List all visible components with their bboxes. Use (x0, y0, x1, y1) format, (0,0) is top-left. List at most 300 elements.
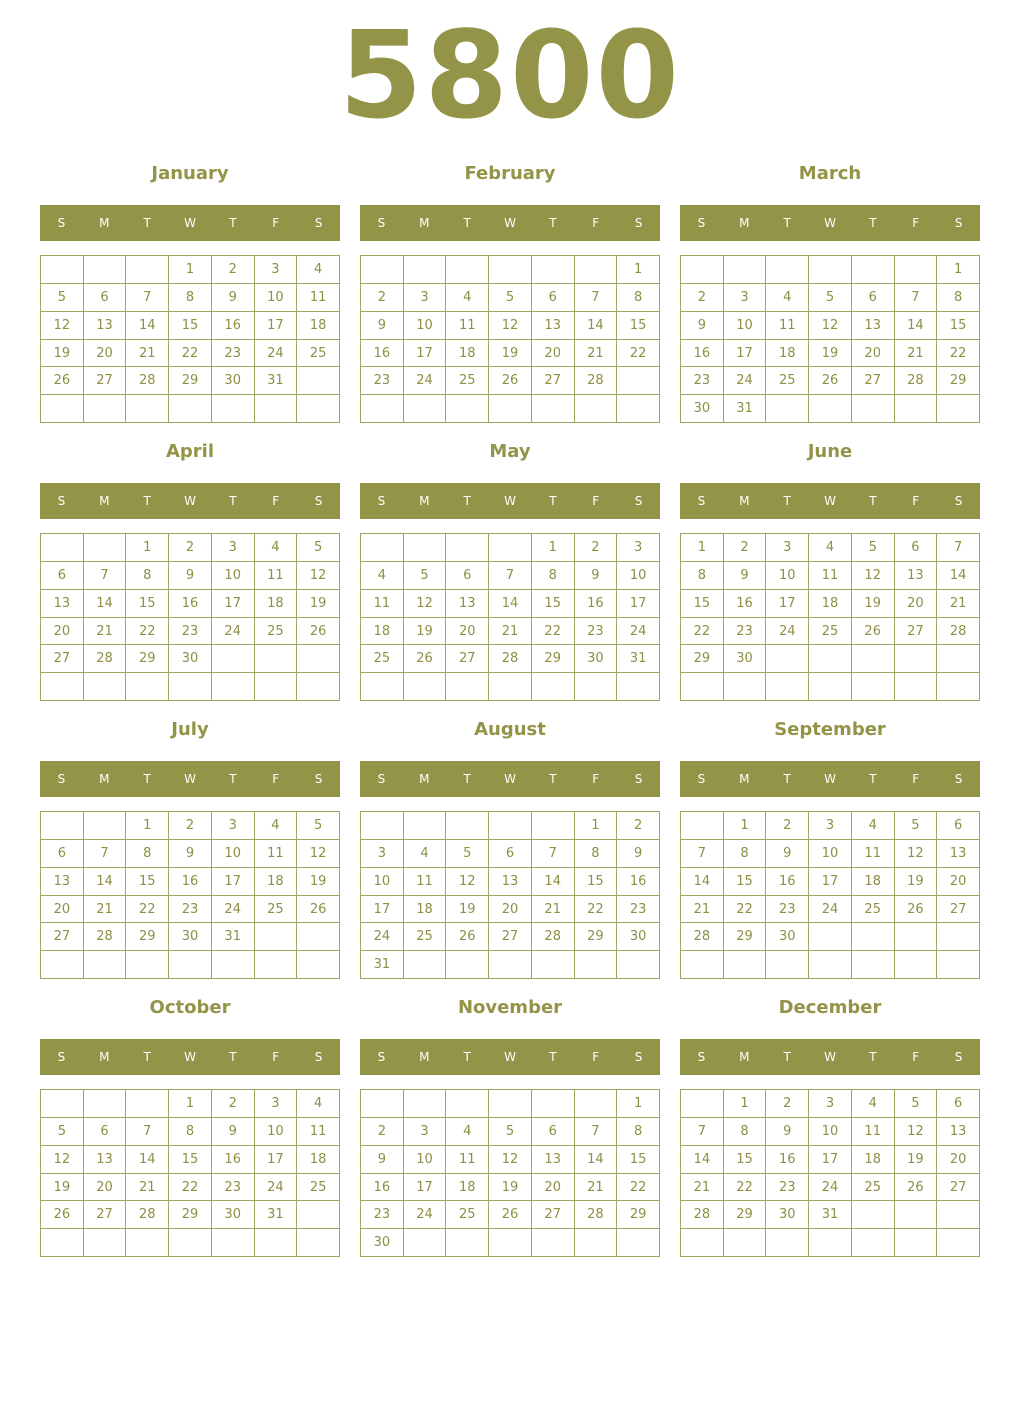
day-cell: 23 (361, 1201, 404, 1229)
day-cell: 10 (255, 1118, 298, 1146)
day-cell: 19 (41, 1174, 84, 1202)
empty-day-cell (361, 256, 404, 284)
day-cell: 14 (532, 868, 575, 896)
weekday-label: T (463, 494, 471, 508)
day-cell: 13 (532, 312, 575, 340)
day-cell: 8 (724, 1118, 767, 1146)
empty-day-cell (361, 673, 404, 701)
weekday-label: T (229, 772, 237, 786)
day-cell: 19 (895, 868, 938, 896)
day-cell: 25 (297, 340, 340, 368)
day-cell: 11 (255, 840, 298, 868)
day-cell: 24 (212, 896, 255, 924)
empty-day-cell (297, 923, 340, 951)
day-cell: 10 (212, 840, 255, 868)
day-cell: 26 (297, 618, 340, 646)
day-cell: 27 (937, 1174, 980, 1202)
day-cell: 3 (617, 534, 660, 562)
day-cell: 9 (169, 840, 212, 868)
day-cell: 11 (852, 840, 895, 868)
day-cell: 13 (937, 840, 980, 868)
day-cell: 7 (681, 1118, 724, 1146)
day-cell: 24 (766, 618, 809, 646)
day-cell: 9 (766, 840, 809, 868)
empty-day-cell (41, 812, 84, 840)
empty-day-cell (766, 951, 809, 979)
day-cell: 17 (724, 340, 767, 368)
day-cell: 30 (617, 923, 660, 951)
weekday-label: T (143, 216, 151, 230)
day-cell: 20 (852, 340, 895, 368)
days-grid (680, 811, 980, 979)
weekday-label: W (504, 216, 516, 230)
empty-day-cell (297, 367, 340, 395)
weekday-label: F (272, 1050, 280, 1064)
day-cell: 30 (361, 1229, 404, 1257)
day-cell: 30 (681, 395, 724, 423)
day-cell: 9 (617, 840, 660, 868)
day-cell: 14 (84, 868, 127, 896)
day-cell: 17 (766, 590, 809, 618)
month-name: February (464, 163, 556, 184)
day-cell: 26 (895, 896, 938, 924)
day-cell: 7 (126, 1118, 169, 1146)
weekday-label: M (419, 772, 430, 786)
weekday-label: S (314, 216, 323, 230)
day-cell: 26 (446, 923, 489, 951)
empty-day-cell (724, 951, 767, 979)
day-cell: 29 (169, 1201, 212, 1229)
day-cell: 4 (446, 1118, 489, 1146)
day-cell: 6 (532, 1118, 575, 1146)
weekday-header (680, 205, 980, 241)
day-cell: 10 (617, 562, 660, 590)
weekday-label: T (783, 1050, 791, 1064)
empty-day-cell (575, 395, 618, 423)
weekday-label: T (869, 772, 877, 786)
day-cell: 12 (297, 840, 340, 868)
day-cell: 3 (255, 1090, 298, 1118)
empty-day-cell (84, 673, 127, 701)
weekday-label: T (549, 1050, 557, 1064)
day-cell: 15 (169, 312, 212, 340)
weekday-label: T (143, 494, 151, 508)
day-cell: 13 (41, 868, 84, 896)
empty-day-cell (895, 1201, 938, 1229)
empty-day-cell (852, 256, 895, 284)
day-cell: 12 (895, 1118, 938, 1146)
day-cell: 25 (361, 645, 404, 673)
day-cell: 18 (446, 340, 489, 368)
day-cell: 15 (681, 590, 724, 618)
weekday-label: W (184, 216, 196, 230)
day-cell: 24 (724, 367, 767, 395)
day-cell: 3 (361, 840, 404, 868)
day-cell: 11 (766, 312, 809, 340)
empty-day-cell (766, 395, 809, 423)
weekday-label: M (739, 216, 750, 230)
day-cell: 30 (766, 1201, 809, 1229)
day-cell: 12 (489, 312, 532, 340)
day-cell: 6 (41, 562, 84, 590)
day-cell: 10 (766, 562, 809, 590)
day-cell: 6 (895, 534, 938, 562)
weekday-label: M (419, 494, 430, 508)
day-cell: 4 (255, 534, 298, 562)
day-cell: 20 (84, 1174, 127, 1202)
day-cell: 20 (84, 340, 127, 368)
empty-day-cell (937, 1201, 980, 1229)
empty-day-cell (361, 395, 404, 423)
day-cell: 30 (169, 923, 212, 951)
weekday-label: F (272, 216, 280, 230)
empty-day-cell (212, 951, 255, 979)
empty-day-cell (404, 1229, 447, 1257)
day-cell: 20 (895, 590, 938, 618)
day-cell: 19 (895, 1146, 938, 1174)
days-grid (360, 1089, 660, 1257)
weekday-label: W (824, 216, 836, 230)
day-cell: 17 (809, 1146, 852, 1174)
day-cell: 29 (532, 645, 575, 673)
empty-day-cell (404, 256, 447, 284)
weekday-header (40, 205, 340, 241)
day-cell: 13 (84, 312, 127, 340)
day-cell: 31 (724, 395, 767, 423)
empty-day-cell (681, 673, 724, 701)
day-cell: 6 (41, 840, 84, 868)
day-cell: 13 (446, 590, 489, 618)
weekday-header (680, 483, 980, 519)
day-cell: 20 (937, 868, 980, 896)
day-cell: 30 (766, 923, 809, 951)
day-cell: 21 (532, 896, 575, 924)
day-cell: 7 (895, 284, 938, 312)
day-cell: 27 (852, 367, 895, 395)
day-cell: 25 (809, 618, 852, 646)
day-cell: 21 (895, 340, 938, 368)
day-cell: 15 (724, 1146, 767, 1174)
day-cell: 25 (404, 923, 447, 951)
empty-day-cell (169, 395, 212, 423)
day-cell: 24 (809, 1174, 852, 1202)
empty-day-cell (255, 645, 298, 673)
day-cell: 12 (404, 590, 447, 618)
days-grid (360, 811, 660, 979)
day-cell: 6 (84, 1118, 127, 1146)
empty-day-cell (169, 1229, 212, 1257)
weekday-label: T (783, 216, 791, 230)
weekday-label: S (57, 772, 66, 786)
empty-day-cell (84, 1229, 127, 1257)
day-cell: 8 (724, 840, 767, 868)
days-grid (360, 255, 660, 423)
day-cell: 7 (937, 534, 980, 562)
empty-day-cell (575, 1229, 618, 1257)
empty-day-cell (681, 1229, 724, 1257)
day-cell: 4 (852, 1090, 895, 1118)
weekday-label: S (377, 772, 386, 786)
empty-day-cell (404, 951, 447, 979)
empty-day-cell (297, 1201, 340, 1229)
day-cell: 8 (937, 284, 980, 312)
empty-day-cell (212, 645, 255, 673)
days-grid (680, 1089, 980, 1257)
day-cell: 12 (852, 562, 895, 590)
empty-day-cell (937, 951, 980, 979)
day-cell: 23 (169, 896, 212, 924)
day-cell: 3 (212, 534, 255, 562)
empty-day-cell (84, 951, 127, 979)
day-cell: 21 (126, 1174, 169, 1202)
month-name: June (807, 441, 853, 462)
day-cell: 27 (489, 923, 532, 951)
weekday-label: S (634, 772, 643, 786)
empty-day-cell (297, 645, 340, 673)
weekday-label: T (549, 494, 557, 508)
empty-day-cell (361, 534, 404, 562)
day-cell: 19 (297, 590, 340, 618)
day-cell: 18 (446, 1174, 489, 1202)
day-cell: 29 (126, 923, 169, 951)
month-name: January (151, 163, 229, 184)
day-cell: 23 (361, 367, 404, 395)
empty-day-cell (41, 673, 84, 701)
day-cell: 17 (404, 340, 447, 368)
day-cell: 5 (895, 1090, 938, 1118)
day-cell: 17 (809, 868, 852, 896)
day-cell: 14 (84, 590, 127, 618)
day-cell: 22 (532, 618, 575, 646)
empty-day-cell (255, 951, 298, 979)
empty-day-cell (446, 256, 489, 284)
month-name: April (165, 441, 215, 462)
weekday-label: M (739, 1050, 750, 1064)
empty-day-cell (126, 256, 169, 284)
day-cell: 17 (255, 312, 298, 340)
empty-day-cell (212, 1229, 255, 1257)
weekday-label: F (272, 772, 280, 786)
day-cell: 28 (895, 367, 938, 395)
empty-day-cell (724, 256, 767, 284)
day-cell: 26 (41, 367, 84, 395)
day-cell: 4 (446, 284, 489, 312)
weekday-label: T (143, 1050, 151, 1064)
empty-day-cell (766, 645, 809, 673)
weekday-label: F (912, 772, 920, 786)
day-cell: 19 (404, 618, 447, 646)
day-cell: 21 (575, 1174, 618, 1202)
day-cell: 20 (41, 618, 84, 646)
day-cell: 20 (532, 1174, 575, 1202)
days-grid (40, 533, 340, 701)
weekday-label: M (99, 216, 110, 230)
day-cell: 11 (404, 868, 447, 896)
empty-day-cell (255, 673, 298, 701)
empty-day-cell (895, 256, 938, 284)
day-cell: 2 (766, 1090, 809, 1118)
day-cell: 17 (617, 590, 660, 618)
day-cell: 9 (212, 284, 255, 312)
empty-day-cell (255, 1229, 298, 1257)
empty-day-cell (681, 812, 724, 840)
day-cell: 10 (361, 868, 404, 896)
day-cell: 12 (41, 312, 84, 340)
year-title: 5800 (339, 7, 681, 146)
day-cell: 16 (766, 868, 809, 896)
weekday-label: T (463, 1050, 471, 1064)
day-cell: 8 (617, 1118, 660, 1146)
empty-day-cell (404, 534, 447, 562)
day-cell: 15 (617, 1146, 660, 1174)
day-cell: 26 (489, 367, 532, 395)
weekday-label: S (57, 1050, 66, 1064)
day-cell: 23 (681, 367, 724, 395)
empty-day-cell (212, 395, 255, 423)
weekday-header (360, 205, 660, 241)
day-cell: 30 (212, 367, 255, 395)
weekday-label: S (697, 494, 706, 508)
day-cell: 30 (724, 645, 767, 673)
day-cell: 17 (404, 1174, 447, 1202)
day-cell: 22 (126, 896, 169, 924)
day-cell: 25 (255, 896, 298, 924)
month-name: November (457, 997, 563, 1018)
day-cell: 31 (255, 367, 298, 395)
weekday-label: W (184, 1050, 196, 1064)
day-cell: 22 (937, 340, 980, 368)
empty-day-cell (852, 1229, 895, 1257)
day-cell: 7 (84, 840, 127, 868)
day-cell: 28 (532, 923, 575, 951)
empty-day-cell (255, 923, 298, 951)
empty-day-cell (489, 534, 532, 562)
empty-day-cell (617, 673, 660, 701)
day-cell: 5 (41, 284, 84, 312)
weekday-label: S (697, 772, 706, 786)
day-cell: 15 (575, 868, 618, 896)
empty-day-cell (532, 256, 575, 284)
weekday-label: W (504, 1050, 516, 1064)
weekday-label: S (634, 494, 643, 508)
day-cell: 19 (297, 868, 340, 896)
day-cell: 9 (212, 1118, 255, 1146)
day-cell: 31 (809, 1201, 852, 1229)
day-cell: 1 (126, 812, 169, 840)
day-cell: 21 (681, 896, 724, 924)
weekday-header (40, 761, 340, 797)
empty-day-cell (212, 673, 255, 701)
day-cell: 27 (41, 645, 84, 673)
day-cell: 6 (84, 284, 127, 312)
day-cell: 6 (532, 284, 575, 312)
empty-day-cell (489, 812, 532, 840)
day-cell: 18 (404, 896, 447, 924)
weekday-label: T (463, 772, 471, 786)
day-cell: 17 (361, 896, 404, 924)
day-cell: 9 (361, 312, 404, 340)
weekday-label: S (57, 216, 66, 230)
empty-day-cell (617, 367, 660, 395)
day-cell: 3 (255, 256, 298, 284)
empty-day-cell (84, 1090, 127, 1118)
day-cell: 15 (126, 590, 169, 618)
day-cell: 22 (724, 1174, 767, 1202)
day-cell: 22 (169, 1174, 212, 1202)
empty-day-cell (446, 951, 489, 979)
day-cell: 2 (575, 534, 618, 562)
day-cell: 6 (937, 812, 980, 840)
day-cell: 11 (361, 590, 404, 618)
day-cell: 29 (575, 923, 618, 951)
day-cell: 6 (446, 562, 489, 590)
day-cell: 4 (809, 534, 852, 562)
empty-day-cell (84, 812, 127, 840)
day-cell: 24 (617, 618, 660, 646)
day-cell: 10 (809, 840, 852, 868)
weekday-label: T (869, 216, 877, 230)
empty-day-cell (169, 673, 212, 701)
day-cell: 1 (169, 1090, 212, 1118)
day-cell: 24 (404, 367, 447, 395)
day-cell: 28 (126, 1201, 169, 1229)
day-cell: 7 (126, 284, 169, 312)
weekday-label: T (229, 216, 237, 230)
day-cell: 9 (169, 562, 212, 590)
day-cell: 2 (766, 812, 809, 840)
empty-day-cell (852, 395, 895, 423)
empty-day-cell (532, 673, 575, 701)
empty-day-cell (41, 256, 84, 284)
day-cell: 31 (617, 645, 660, 673)
day-cell: 9 (724, 562, 767, 590)
day-cell: 1 (724, 1090, 767, 1118)
day-cell: 5 (809, 284, 852, 312)
day-cell: 11 (809, 562, 852, 590)
day-cell: 2 (681, 284, 724, 312)
day-cell: 18 (297, 1146, 340, 1174)
day-cell: 8 (169, 1118, 212, 1146)
empty-day-cell (852, 673, 895, 701)
empty-day-cell (41, 1229, 84, 1257)
day-cell: 12 (41, 1146, 84, 1174)
day-cell: 15 (126, 868, 169, 896)
day-cell: 2 (617, 812, 660, 840)
weekday-label: M (739, 494, 750, 508)
day-cell: 25 (852, 1174, 895, 1202)
day-cell: 16 (724, 590, 767, 618)
empty-day-cell (895, 673, 938, 701)
day-cell: 22 (681, 618, 724, 646)
day-cell: 1 (617, 1090, 660, 1118)
day-cell: 5 (895, 812, 938, 840)
day-cell: 2 (169, 534, 212, 562)
days-grid (40, 811, 340, 979)
day-cell: 24 (809, 896, 852, 924)
day-cell: 4 (766, 284, 809, 312)
day-cell: 3 (212, 812, 255, 840)
day-cell: 27 (532, 367, 575, 395)
weekday-header (680, 761, 980, 797)
day-cell: 21 (84, 618, 127, 646)
weekday-label: M (99, 1050, 110, 1064)
day-cell: 9 (766, 1118, 809, 1146)
day-cell: 23 (212, 1174, 255, 1202)
weekday-label: F (912, 216, 920, 230)
day-cell: 5 (297, 812, 340, 840)
day-cell: 8 (575, 840, 618, 868)
weekday-label: S (697, 1050, 706, 1064)
